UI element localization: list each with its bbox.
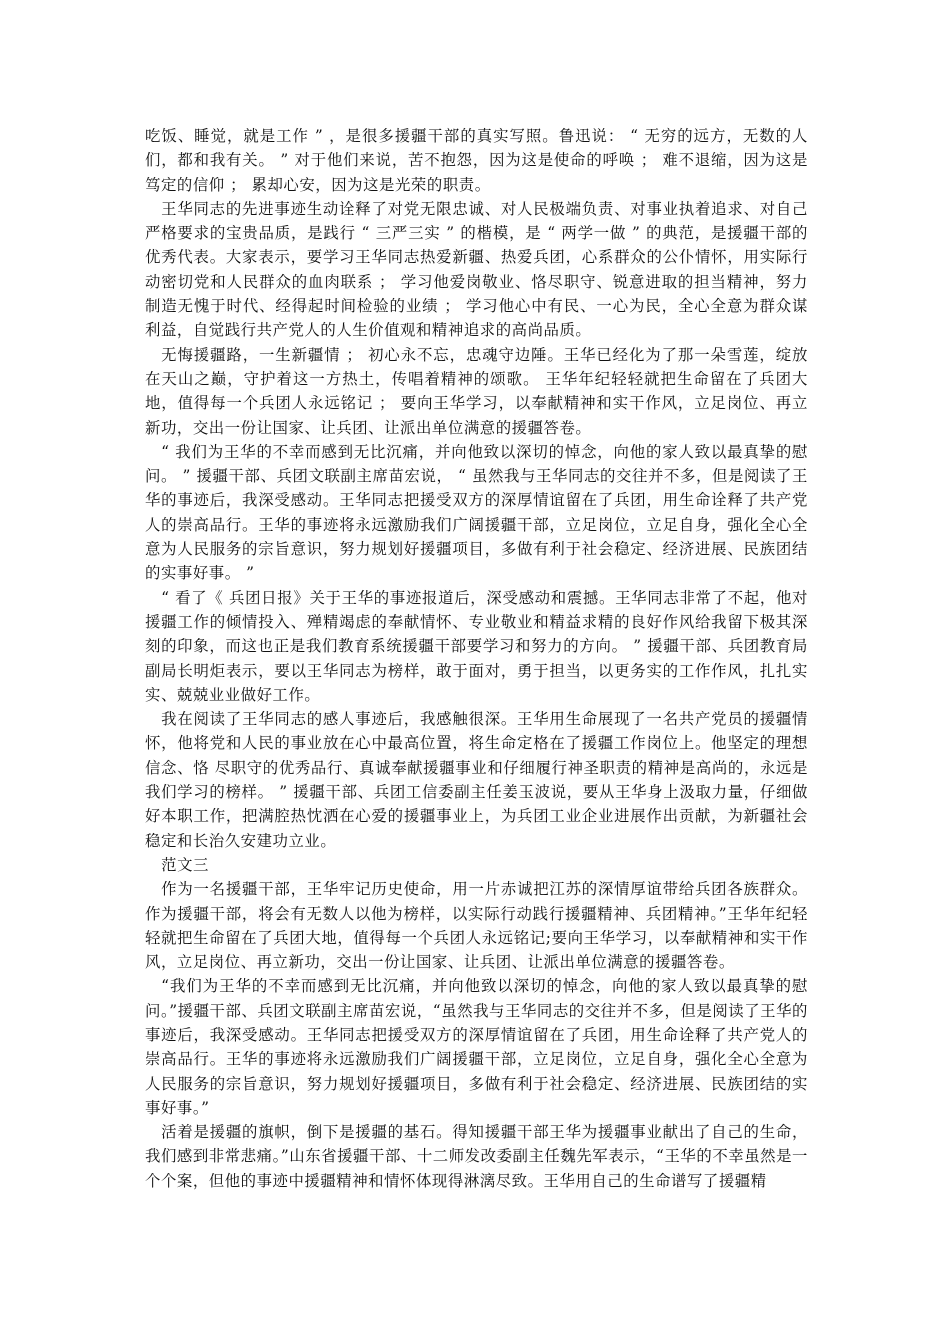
paragraph-wei-xianjun-quote: 活着是援疆的旗帜，倒下是援疆的基石。得知援疆干部王华为援疆事业献出了自己的生命，我们感到非常悲痛。”山东省援疆干部、十二师发改委副主任魏先军表示，“王华的不幸虽然是一个个案，但他的事迹中援疆精神和情怀体现得淋漓尽致。王华用自己的生命谱写了援疆精 — [145, 1123, 808, 1190]
paragraph-no-regret: 无悔援疆路，一生新疆情 ； 初心永不忘，忠魂守边陲。王华已经化为了那一朵雪莲，绽放在天山之巅，守护着这一方热土，传唱着精神的颂歌。 王华年纪轻轻就把生命留在了兵团大地，值得每一个兵团人永远铭记 ； 要向王华学习，以奉献精神和实干作风，立足岗位、再立新功，交出一份让国家、让兵团、让派出单位满意的援疆答卷。 — [145, 345, 808, 437]
paragraph-continued: 吃饭、睡觉，就是工作 ” ，是很多援疆干部的真实写照。鲁迅说： “ 无穷的远方，无数的人们，都和我有关。 ” 对于他们来说，苦不抱怨，因为这是使命的呼唤 ； 难不退缩，因为这是笃定的信仰 ； 累却心安，因为这是光荣的职责。 — [145, 127, 808, 194]
paragraph-ming-ju-quote: “ 看了《 兵团日报》关于王华的事迹报道后，深受感动和震撼。王华同志非常了不起，他对援疆工作的倾情投入、殚精竭虑的奉献情怀、专业敬业和精益求精的良好作风给我留下极其深刻的印象，而这也正是我们教育系统援疆干部要学习和努力的方向。 ” 援疆干部、兵团教育局副局长明炬表示，要以王华同志为榜样，敢于面对，勇于担当，以更务实的工作作风，扎扎实实、兢兢业业做好工作。 — [145, 588, 808, 704]
section-heading-fanwen-san: 范文三 — [161, 855, 209, 874]
document-body — [145, 124, 808, 1193]
paragraph-miao-hong-quote-2: “我们为王华的不幸而感到无比沉痛，并向他致以深切的悼念，向他的家人致以最真挚的慰问。”援疆干部、兵团文联副主席苗宏说，“虽然我与王华同志的交往并不多，但是阅读了王华的事迹后，我深受感动。王华同志把援受双方的深厚情谊留在了兵团，用生命诠释了共产党人的崇高品行。王华的事迹将永远激励我们广阔援疆干部，立足岗位，立足自身，强化全心全意为人民服务的宗旨意识，努力规划好援疆项目，多做有利于社会稳定、经济进展、民族团结的实事好事。” — [145, 977, 808, 1117]
paragraph-miao-hong-quote: “ 我们为王华的不幸而感到无比沉痛，并向他致以深切的悼念，向他的家人致以最真挚的慰问。 ” 援疆干部、兵团文联副主席苗宏说， “ 虽然我与王华同志的交往并不多，但是阅读了王华的事迹后，我深受感动。王华同志把援受双方的深厚情谊留在了兵团，用生命诠释了共产党人的崇高品行。王华的事迹将永远激励我们广阔援疆干部，立足岗位，立足自身，强化全心全意为人民服务的宗旨意识，努力规划好援疆项目，多做有利于社会稳定、经济进展、民族团结的实事好事。 ” — [145, 442, 808, 583]
paragraph-wanghua-qualities: 王华同志的先进事迹生动诠释了对党无限忠诚、对人民极端负责、对事业执着追求、对自己严格要求的宝贵品质，是践行 “ 三严三实 ” 的楷模，是 “ 两学一做 ” 的典范，是援疆干部的优秀代表。大家表示，要学习王华同志热爱新疆、热爱兵团，心系群众的公仆情怀，用实际行动密切党和人民群众的血肉联系 ； 学习他爱岗敬业、恪尽职守、锐意进取的担当精神，努力制造无愧于时代、经得起时间检验的业绩 ； 学习他心中有民、一心为民，全心全意为群众谋利益，自觉践行共产党人的人生价值观和精神追求的高尚品质。 — [145, 199, 808, 340]
paragraph-jiang-yubo-quote: 我在阅读了王华同志的感人事迹后，我感触很深。王华用生命展现了一名共产党员的援疆情怀，他将党和人民的事业放在心中最高位置，将生命定格在了援疆工作岗位上。他坚定的理想信念、恪 尽职守的优秀品行、真诚奉献援疆事业和仔细履行神圣职责的精神是高尚的，永远是我们学习的榜样。 ” 援疆干部、兵团工信委副主任姜玉波说，要从王华身上汲取力量，仔细做好本职工作，把满腔热忱洒在心爱的援疆事业上，为兵团工业企业进展作出贡献，为新疆社会稳定和长治久安建功立业。 — [145, 710, 808, 850]
paragraph-mission: 作为一名援疆干部，王华牢记历史使命，用一片赤诚把江苏的深情厚谊带给兵团各族群众。作为援疆干部，将会有无数人以他为榜样，以实际行动践行援疆精神、兵团精神。”王华年纪轻轻就把生命留在了兵团大地，值得每一个兵团人永远铭记;要向王华学习，以奉献精神和实干作风，立足岗位、再立新功，交出一份让国家、让兵团、让派出单位满意的援疆答卷。 — [145, 880, 808, 972]
